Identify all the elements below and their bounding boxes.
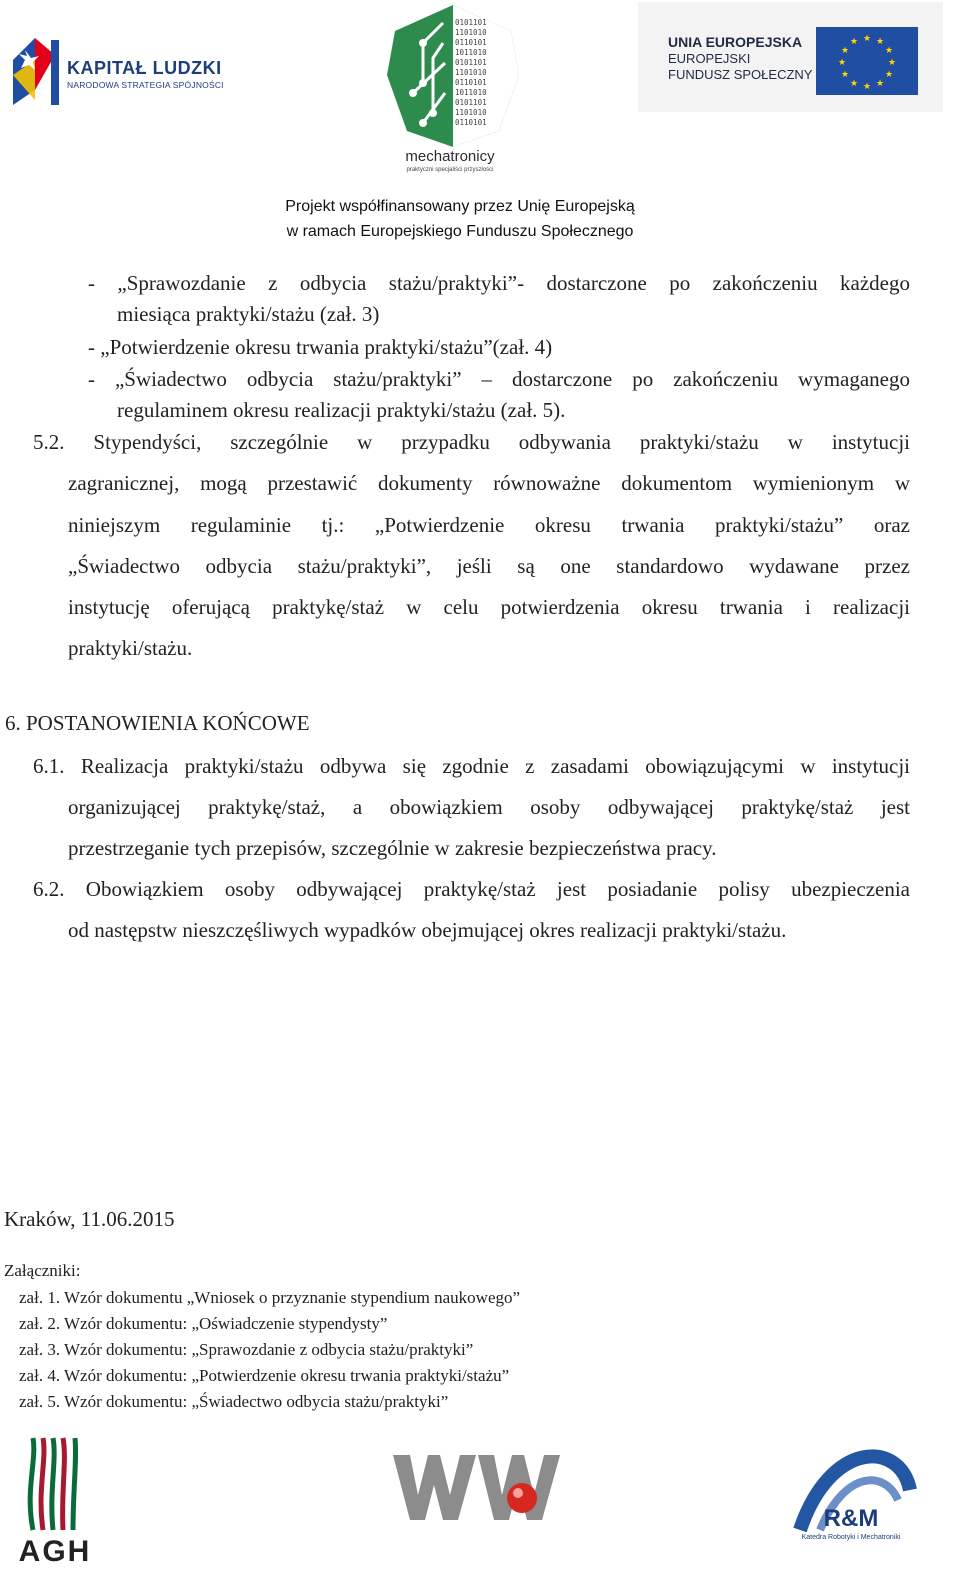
svg-text:★: ★ bbox=[862, 34, 872, 44]
svg-text:★: ★ bbox=[887, 58, 897, 68]
svg-text:1101010: 1101010 bbox=[455, 68, 487, 77]
rm-text: R&M bbox=[823, 1505, 879, 1532]
svg-text:0110101: 0110101 bbox=[455, 38, 487, 47]
paragraph-6-1-line-3: przestrzeganie tych przepisów, szczególnie w zakresie bezpieczeństwa pracy. bbox=[68, 836, 717, 860]
mechatronicy-name: mechatronicy bbox=[405, 148, 495, 165]
paragraph-6-1-line-1: 6.1. Realizacja praktyki/stażu odbywa się zgodnie z zasadami obowiązującymi w instytucji bbox=[33, 754, 910, 778]
section-6-heading: 6. POSTANOWIENIA KOŃCOWE bbox=[5, 711, 310, 735]
attachment-item: zał. 5. Wzór dokumentu: „Świadectwo odbycia stażu/praktyki” bbox=[19, 1392, 449, 1411]
paragraph-5-2-line-1: 5.2. Stypendyści, szczególnie w przypadku odbywania praktyki/stażu w instytucji bbox=[33, 430, 910, 454]
svg-text:★: ★ bbox=[849, 79, 859, 89]
eu-flag-icon bbox=[816, 27, 918, 95]
paragraph-6-2-line-1: 6.2. Obowiązkiem osoby odbywającej praktykę/staż jest posiadanie polisy ubezpieczenia bbox=[33, 877, 910, 901]
svg-text:★: ★ bbox=[837, 58, 847, 68]
paragraph-5-2-line-6: praktyki/stażu. bbox=[68, 636, 193, 660]
paragraph-5-2-line-3: niniejszym regulaminie tj.: „Potwierdzenie okresu trwania praktyki/stażu” oraz bbox=[68, 513, 910, 537]
project-line-2: w ramach Europejskiego Funduszu Społecznego bbox=[286, 223, 634, 240]
kapital-ludzki-title: KAPITAŁ LUDZKI bbox=[67, 58, 222, 78]
svg-text:★: ★ bbox=[884, 46, 894, 56]
kapital-ludzki-subtitle: NARODOWA STRATEGIA SPÓJNOŚCI bbox=[67, 80, 224, 90]
paragraph-5-2-line-2: zagranicznej, mogą przestawić dokumenty równoważne dokumentom wymienionym w bbox=[68, 471, 910, 495]
mechatronicy-tagline: praktyczni specjaliści przyszłości bbox=[406, 167, 494, 173]
project-line-1: Projekt współfinansowany przez Unię Europejską bbox=[285, 198, 635, 215]
attachment-item: zał. 2. Wzór dokumentu: „Oświadczenie stypendysty” bbox=[19, 1314, 388, 1333]
list-item-swiadectwo-cont: regulaminem okresu realizacji praktyki/stażu (zał. 5). bbox=[117, 398, 566, 422]
paragraph-6-1-line-2: organizującej praktykę/staż, a obowiązkiem osoby odbywającej praktykę/staż jest bbox=[68, 795, 910, 819]
svg-text:0101101: 0101101 bbox=[455, 18, 487, 27]
place-and-date: Kraków, 11.06.2015 bbox=[4, 1207, 175, 1231]
paragraph-6-2-line-2: od następstw nieszczęśliwych wypadków obejmującej okres realizacji praktyki/stażu. bbox=[68, 918, 787, 942]
svg-text:0110101: 0110101 bbox=[455, 118, 487, 127]
attachment-item: zał. 3. Wzór dokumentu: „Sprawozdanie z odbycia stażu/praktyki” bbox=[19, 1340, 474, 1359]
svg-text:0101101: 0101101 bbox=[455, 98, 487, 107]
svg-text:1011010: 1011010 bbox=[455, 88, 487, 97]
paragraph-5-2-line-5: instytucję oferującą praktykę/staż w celu potwierdzenia okresu trwania i realizacji bbox=[68, 595, 910, 619]
svg-text:★: ★ bbox=[840, 46, 850, 56]
svg-text:★: ★ bbox=[849, 37, 859, 47]
list-item-potwierdzenie: - „Potwierdzenie okresu trwania praktyki/stażu”(zał. 4) bbox=[88, 335, 553, 359]
eu-line-2: EUROPEJSKI bbox=[668, 51, 751, 66]
agh-text: AGH bbox=[18, 1535, 92, 1568]
svg-text:★: ★ bbox=[862, 82, 872, 92]
svg-text:1011010: 1011010 bbox=[455, 48, 487, 57]
attachment-item: zał. 1. Wzór dokumentu „Wniosek o przyznanie stypendium naukowego” bbox=[19, 1288, 521, 1307]
list-item-sprawozdanie-cont: miesiąca praktyki/stażu (zał. 3) bbox=[117, 302, 380, 326]
svg-text:★: ★ bbox=[875, 79, 885, 89]
svg-text:0101101: 0101101 bbox=[455, 58, 487, 67]
attachments-title: Załączniki: bbox=[4, 1261, 81, 1280]
svg-text:★: ★ bbox=[875, 37, 885, 47]
svg-text:0110101: 0110101 bbox=[455, 78, 487, 87]
eu-line-1: UNIA EUROPEJSKA bbox=[668, 34, 803, 50]
svg-text:1101010: 1101010 bbox=[455, 108, 487, 117]
svg-text:1101010: 1101010 bbox=[455, 28, 487, 37]
svg-text:★: ★ bbox=[884, 70, 894, 80]
wimir-logo bbox=[388, 1440, 568, 1530]
svg-text:★: ★ bbox=[840, 70, 850, 80]
eu-line-3: FUNDUSZ SPOŁECZNY bbox=[668, 67, 813, 82]
paragraph-5-2-line-4: „Świadectwo odbycia stażu/praktyki”, jeśli są one standardowo wydawane przez bbox=[68, 554, 910, 578]
list-item-swiadectwo: - „Świadectwo odbycia stażu/praktyki” – dostarczone po zakończeniu wymaganego bbox=[88, 367, 910, 391]
attachment-item: zał. 4. Wzór dokumentu: „Potwierdzenie okresu trwania praktyki/stażu” bbox=[19, 1366, 510, 1385]
list-item-sprawozdanie: - „Sprawozdanie z odbycia stażu/praktyki”- dostarczone po zakończeniu każdego bbox=[88, 271, 910, 295]
rm-subtitle: Katedra Robotyki i Mechatroniki bbox=[801, 1534, 901, 1541]
